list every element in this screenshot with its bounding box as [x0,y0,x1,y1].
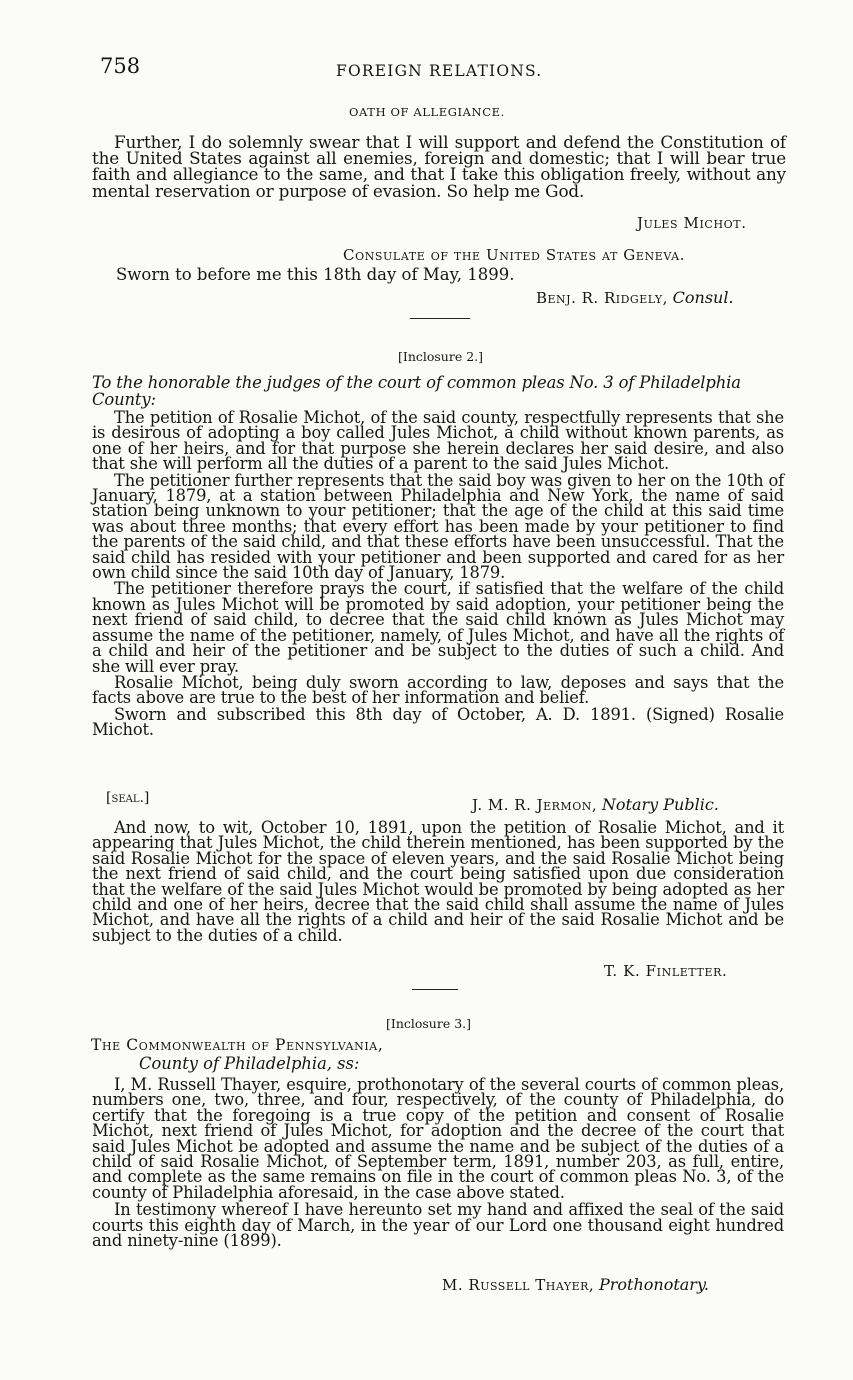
petition-paragraph: The petitioner further represents that the said boy was given to her on the 10th of January, 1879, at a station between Philadelphia and New York, the name of said station being unknown to your petitioner; that the age of the child at this said time was about three months; that every effort has been made by your petitioner to find the parents of the said child, and that these efforts have been unsuccessful. That the said child has resided with your petitioner and been supported and cared for as her own child since the said 10th day of January, 1879. [92,470,784,583]
court-decree [92,820,784,943]
petition-paragraph: Sworn and subscribed this 8th day of October, A. D. 1891. (Signed) Rosalie Michot. [92,704,784,740]
consul-signature [536,288,734,307]
county-heading: County of Philadelphia, ss: [139,1054,360,1073]
seal-mark: [seal.] [106,790,150,806]
decree-paragraph: And now, to wit, October 10, 1891, upon the petition of Rosalie Michot, and it appearing that Jules Michot, the child therein mentioned, has been supported by the said Rosalie Michot for the space of eleven years, and the said Rosalie Michot being the next friend of said child, and the court being satisfied upon due consideration that the welfare of the said Jules Michot would be promoted by being adopted as her child and one of her heirs, decree that the said child shall assume the name of Jules Michot, and have all the rights of a child and heir of the said Rosalie Michot and be subject to the duties of a child. [92,818,784,945]
certification-paragraph: In testimony whereof I have hereunto set my hand and affixed the seal of the said courts this eighth day of March, in the year of our Lord one thousand eight hundred and ninety-nine (1899). [92,1200,784,1251]
judge-signature: T. K. Finletter. [604,962,728,980]
oath-sworn-line: Sworn to before me this 18th day of May, 1899. [116,265,515,284]
consul-name: Benj. R. Ridgely, [536,289,668,307]
consul-title: Consul. [672,288,734,307]
prothonotary-title: Prothonotary. [598,1275,709,1294]
petition-text [92,410,784,738]
prothonotary-name: M. Russell Thayer, [442,1276,595,1294]
oath-paragraph-block [92,134,786,199]
petition-paragraph: The petitioner therefore prays the court, if satisfied that the welfare of the child known as Jules Michot will be promoted by said adoption, your petitioner being the next friend of said child, to decree that the said child known as Jules Michot may assume the name of the petitioner, namely, of Jules Michot, and have all the rights of a child and heir of the petitioner and be subject to the duties of such a child. And she will ever pray. [92,579,784,676]
petition-paragraph: The petition of Rosalie Michot, of the said county, respectfully represents that she is desirous of adopting a boy called Jules Michot, a child without known parents, as one of her heirs, and for that purpose she herein declares her said desire, and also that she will perform all the duties of a parent to the said Jules Michot. [92,408,784,474]
oath-signature: Jules Michot. [637,214,747,232]
running-title: FOREIGN RELATIONS. [336,62,543,80]
petition-paragraph: Rosalie Michot, being duly sworn according to law, deposes and says that the facts above are true to the best of her information and belief. [92,672,784,708]
notary-signature [472,795,719,814]
section-divider [412,989,458,990]
notary-name: J. M. R. Jermon, [472,796,598,814]
page-number: 758 [100,54,141,78]
notary-title: Notary Public. [601,795,719,814]
certification-text [92,1075,784,1251]
commonwealth-heading: The Commonwealth of Pennsylvania, [91,1036,384,1054]
oath-paragraph: Further, I do solemnly swear that I will support and defend the Constitution of the United States against all enemies, foreign and domestic; that I will bear true faith and allegiance to the same, and that I take this obligation freely, without any mental reservation or purpose of evasion. So help me God. [92,132,786,201]
certification-paragraph: I, M. Russell Thayer, esquire, prothonotary of the several courts of common pleas, numbers one, two, three, and four, respectively, of the county of Philadelphia, do certify that the foregoing is a true copy of the petition and consent of Rosalie Michot, next friend of Jules Michot, for adoption and the decree of the court that said Jules Michot be adopted and assume the name and be subject of the duties of a child of said Rosalie Michot, of September term, 1891, number 203, as full, entire, and complete as the same remains on file in the court of common pleas No. 3, of the county of Philadelphia aforesaid, in the case above stated. [92,1075,784,1202]
prothonotary-signature [442,1275,709,1294]
oath-heading: OATH OF ALLEGIANCE. [349,105,505,119]
court-address: To the honorable the judges of the court of common pleas No. 3 of Philadelphia County: [92,373,741,409]
inclosure-3-label: [Inclosure 3.] [386,1016,472,1031]
section-divider [410,318,470,319]
consulate-line: Consulate of the United States at Geneva. [343,246,686,264]
inclosure-2-label: [Inclosure 2.] [398,349,484,364]
